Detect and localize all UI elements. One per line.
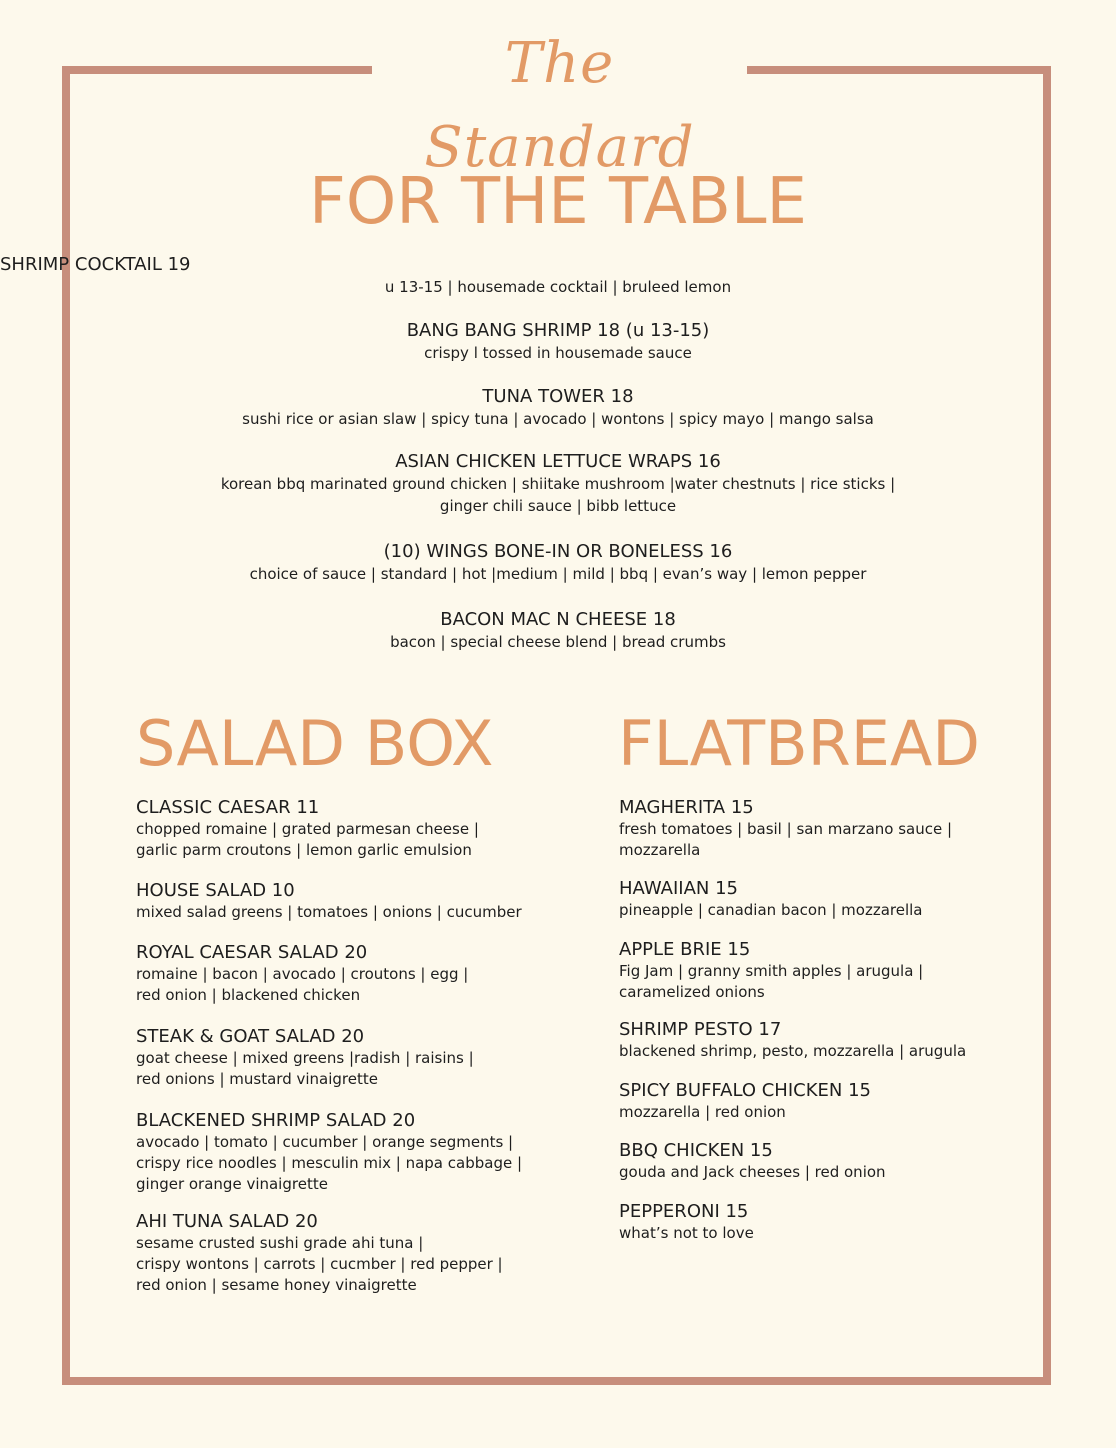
item-desc: gouda and Jack cheeses | red onion <box>619 1163 886 1181</box>
flatbread-title: FLATBREAD <box>618 707 981 780</box>
item-desc: fresh tomatoes | basil | san marzano sauce | <box>619 820 953 838</box>
menu-item <box>0 254 1116 298</box>
menu-item <box>619 1140 886 1183</box>
item-desc: sushi rice or asian slaw | spicy tuna | avocado | wontons | spicy mayo | mango salsa <box>242 410 874 428</box>
menu-item <box>136 797 479 861</box>
item-name: SHRIMP PESTO 17 <box>619 1019 782 1040</box>
item-name: ASIAN CHICKEN LETTUCE WRAPS 16 <box>395 451 721 472</box>
item-desc: pineapple | canadian bacon | mozzarella <box>619 901 923 919</box>
menu-item <box>136 1026 474 1090</box>
item-name: STEAK & GOAT SALAD 20 <box>136 1026 365 1047</box>
menu-item <box>0 320 1116 364</box>
item-name: HAWAIIAN 15 <box>619 878 739 899</box>
item-name: ROYAL CAESAR SALAD 20 <box>136 942 368 963</box>
item-name: SPICY BUFFALO CHICKEN 15 <box>619 1080 871 1101</box>
item-name: HOUSE SALAD 10 <box>136 880 295 901</box>
salad-box-title: SALAD BOX <box>136 707 494 780</box>
item-name: BLACKENED SHRIMP SALAD 20 <box>136 1110 416 1131</box>
item-name: TUNA TOWER 18 <box>482 386 634 407</box>
menu-item <box>619 1080 871 1123</box>
restaurant-logo: The Standard <box>424 31 695 180</box>
menu-item <box>619 878 923 921</box>
menu-item <box>619 939 923 1003</box>
menu-item <box>0 541 1116 585</box>
item-desc: goat cheese | mixed greens |radish | raisins | <box>136 1049 474 1067</box>
item-desc: choice of sauce | standard | hot |medium | mild | bbq | evan’s way | lemon pepper <box>249 565 867 583</box>
menu-item <box>619 797 952 861</box>
item-desc: mixed salad greens | tomatoes | onions | cucumber <box>136 903 522 921</box>
item-name: (10) WINGS BONE-IN OR BONELESS 16 <box>383 541 733 562</box>
item-desc: crispy rice noodles | mesculin mix | napa cabbage | <box>136 1154 523 1172</box>
menu-item <box>136 1211 503 1296</box>
menu-item <box>136 1110 522 1195</box>
item-name: PEPPERONI 15 <box>619 1201 749 1222</box>
item-desc: ginger orange vinaigrette <box>136 1175 328 1193</box>
item-name: MAGHERITA 15 <box>619 797 754 818</box>
item-desc: sesame crusted sushi grade ahi tuna | <box>136 1234 424 1252</box>
item-desc: korean bbq marinated ground chicken | shiitake mushroom |water chestnuts | rice sticks | <box>220 475 896 493</box>
item-desc: Fig Jam | granny smith apples | arugula | <box>619 962 924 980</box>
item-name: BACON MAC N CHEESE 18 <box>440 609 676 630</box>
item-desc: garlic parm croutons | lemon garlic emulsion <box>136 841 472 859</box>
item-desc: chopped romaine | grated parmesan cheese | <box>136 820 479 838</box>
menu-item <box>0 609 1116 653</box>
menu-item <box>0 386 1116 430</box>
item-desc: u 13-15 | housemade cocktail | bruleed lemon <box>384 278 732 296</box>
menu-item <box>619 1201 754 1244</box>
item-desc: ginger chili sauce | bibb lettuce <box>439 497 677 515</box>
item-desc: blackened shrimp, pesto, mozzarella | arugula <box>619 1042 967 1060</box>
item-desc: bacon | special cheese blend | bread crumbs <box>390 633 726 651</box>
menu-item <box>136 942 468 1006</box>
item-desc: crispy l tossed in housemade sauce <box>424 344 692 362</box>
item-desc: caramelized onions <box>619 983 765 1001</box>
item-desc: crispy wontons | carrots | cucmber | red pepper | <box>136 1255 503 1273</box>
menu-item <box>0 451 1116 517</box>
item-desc: romaine | bacon | avocado | croutons | egg | <box>136 965 469 983</box>
item-desc: avocado | tomato | cucumber | orange segments | <box>136 1133 514 1151</box>
item-name: BBQ CHICKEN 15 <box>619 1140 773 1161</box>
menu-item <box>619 1019 966 1062</box>
menu-item <box>136 880 522 923</box>
item-desc: red onion | blackened chicken <box>136 986 361 1004</box>
item-name: APPLE BRIE 15 <box>619 939 751 960</box>
item-desc: mozzarella | red onion <box>619 1103 786 1121</box>
item-desc: mozzarella <box>619 841 701 859</box>
item-name: CLASSIC CAESAR 11 <box>136 797 320 818</box>
item-name: SHRIMP COCKTAIL 19 <box>0 254 191 275</box>
item-desc: what’s not to love <box>619 1224 754 1242</box>
for-the-table-title: FOR THE TABLE <box>309 165 807 239</box>
item-desc: red onions | mustard vinaigrette <box>136 1070 378 1088</box>
item-name: BANG BANG SHRIMP 18 (u 13-15) <box>406 320 710 341</box>
item-desc: red onion | sesame honey vinaigrette <box>136 1276 417 1294</box>
item-name: AHI TUNA SALAD 20 <box>136 1211 318 1232</box>
